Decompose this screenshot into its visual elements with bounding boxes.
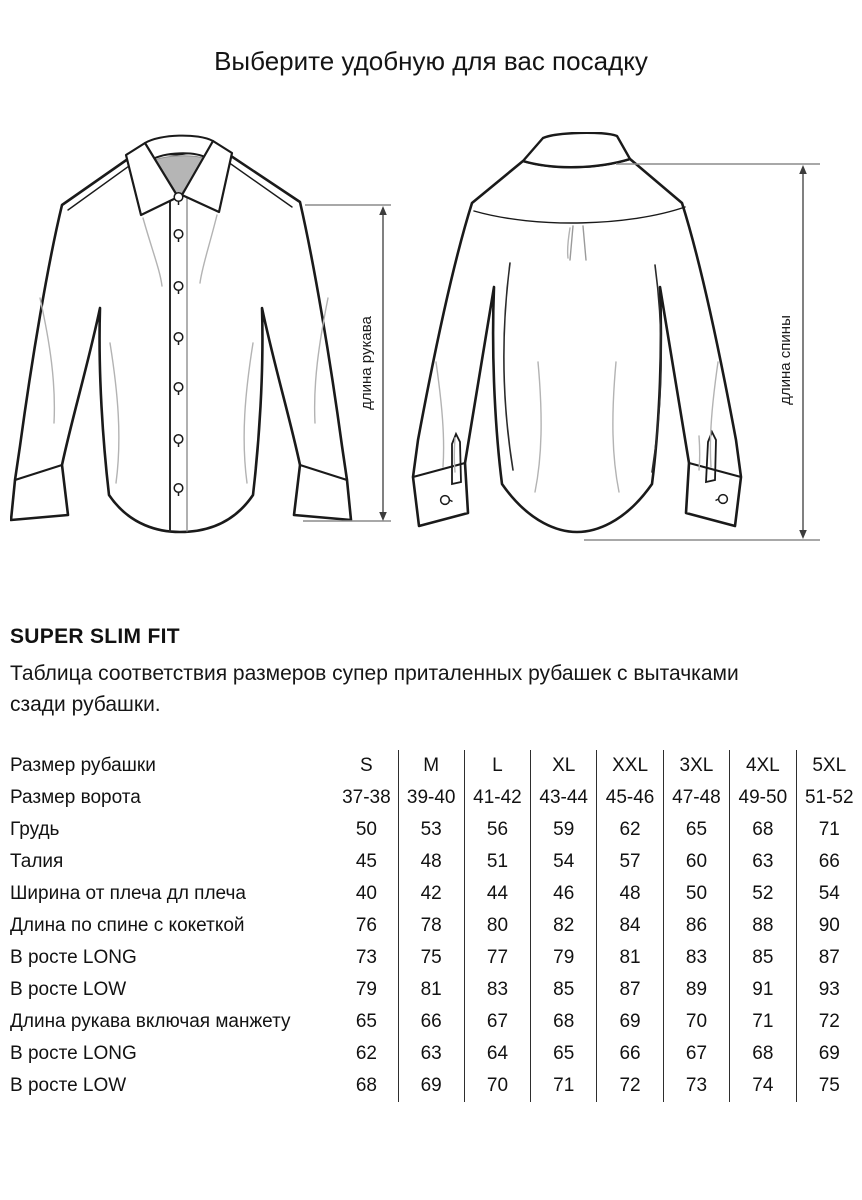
cell-value: 89 [663,974,729,1006]
fit-description [10,658,862,720]
cell-value: 53 [398,814,464,846]
cell-value: 79 [355,979,377,1000]
row-label: В росте LOW [10,979,127,1000]
row-label: Талия [10,851,64,872]
cell-value: 76 [355,915,377,936]
cell-value: XL [531,750,597,782]
row-label: Размер ворота [10,787,141,808]
table-row [10,878,862,910]
cell-value: 85 [531,974,597,1006]
cell-value: 45-46 [597,782,663,814]
cell-value: 68 [730,814,796,846]
cell-value: 56 [464,814,530,846]
table-row [10,1038,862,1070]
cell-value: 66 [796,846,862,878]
cell-value: XXL [597,750,663,782]
cell-value: 93 [796,974,862,1006]
cell-value: 83 [663,942,729,974]
cell-value: 54 [531,846,597,878]
cell-value: S [360,755,373,776]
table-row [10,814,862,846]
cell-value: 71 [730,1006,796,1038]
cell-value: 71 [796,814,862,846]
cell-value: 68 [531,1006,597,1038]
page-title: Выберите удобную для вас посадку [214,46,648,76]
shirt-diagram [0,120,862,620]
row-label: Грудь [10,819,60,840]
row-label: В росте LONG [10,947,137,968]
cell-value: 63 [398,1038,464,1070]
cell-value: 40 [355,883,377,904]
cell-value: 77 [464,942,530,974]
measurement-arrows [0,120,862,620]
cell-value: L [464,750,530,782]
row-label: Длина рукава включая манжету [10,1011,291,1032]
row-label: В росте LOW [10,1075,127,1096]
row-label: Длина по спине с кокеткой [10,915,245,936]
cell-value: 65 [531,1038,597,1070]
cell-value: 70 [464,1070,530,1102]
row-label: Размер рубашки [10,755,156,776]
cell-value: 57 [597,846,663,878]
cell-value: 49-50 [730,782,796,814]
cell-value: 85 [730,942,796,974]
cell-value: 62 [355,1043,377,1064]
cell-value: 64 [464,1038,530,1070]
cell-value: 66 [597,1038,663,1070]
cell-value: 80 [464,910,530,942]
cell-value: 50 [663,878,729,910]
cell-value: 60 [663,846,729,878]
cell-value: 41-42 [464,782,530,814]
cell-value: 87 [796,942,862,974]
cell-value: 70 [663,1006,729,1038]
cell-value: 65 [663,814,729,846]
cell-value: 73 [663,1070,729,1102]
fit-heading: SUPER SLIM FIT [10,625,180,648]
cell-value: 65 [355,1011,377,1032]
cell-value: 75 [398,942,464,974]
cell-value: 52 [730,878,796,910]
cell-value: 81 [398,974,464,1006]
cell-value: 51-52 [796,782,862,814]
back-length-label: длина спины [777,315,794,405]
cell-value: 69 [796,1038,862,1070]
cell-value: 78 [398,910,464,942]
cell-value: 74 [730,1070,796,1102]
cell-value: 87 [597,974,663,1006]
cell-value: 48 [398,846,464,878]
cell-value: 50 [355,819,377,840]
table-row [10,750,862,782]
cell-value: 83 [464,974,530,1006]
cell-value: 37-38 [342,787,391,808]
cell-value: 68 [730,1038,796,1070]
table-row [10,846,862,878]
table-row [10,974,862,1006]
cell-value: 4XL [730,750,796,782]
cell-value: 51 [464,846,530,878]
cell-value: 68 [355,1075,377,1096]
cell-value: 48 [597,878,663,910]
cell-value: M [398,750,464,782]
cell-value: 54 [796,878,862,910]
cell-value: 86 [663,910,729,942]
cell-value: 3XL [663,750,729,782]
fit-description-line2: сзади рубашки. [10,693,161,716]
cell-value: 66 [398,1006,464,1038]
sleeve-length-arrow [303,205,391,521]
cell-value: 75 [796,1070,862,1102]
cell-value: 71 [531,1070,597,1102]
cell-value: 5XL [796,750,862,782]
cell-value: 81 [597,942,663,974]
cell-value: 69 [597,1006,663,1038]
cell-value: 91 [730,974,796,1006]
size-table [10,750,862,1102]
sleeve-length-label: длина рукава [358,316,375,410]
cell-value: 73 [355,947,377,968]
cell-value: 82 [531,910,597,942]
table-row [10,1006,862,1038]
cell-value: 46 [531,878,597,910]
row-label: Ширина от плеча дл плеча [10,883,246,904]
cell-value: 79 [531,942,597,974]
cell-value: 72 [597,1070,663,1102]
cell-value: 43-44 [531,782,597,814]
cell-value: 39-40 [398,782,464,814]
row-label: В росте LONG [10,1043,137,1064]
cell-value: 72 [796,1006,862,1038]
table-row [10,942,862,974]
cell-value: 62 [597,814,663,846]
cell-value: 67 [663,1038,729,1070]
cell-value: 63 [730,846,796,878]
cell-value: 67 [464,1006,530,1038]
cell-value: 59 [531,814,597,846]
table-row [10,782,862,814]
cell-value: 47-48 [663,782,729,814]
cell-value: 44 [464,878,530,910]
table-row [10,1070,862,1102]
fit-description-line1: Таблица соответствия размеров супер приталенных рубашек с вытачками [10,662,739,685]
cell-value: 42 [398,878,464,910]
cell-value: 69 [398,1070,464,1102]
cell-value: 90 [796,910,862,942]
cell-value: 88 [730,910,796,942]
table-row [10,910,862,942]
cell-value: 45 [355,851,377,872]
cell-value: 84 [597,910,663,942]
